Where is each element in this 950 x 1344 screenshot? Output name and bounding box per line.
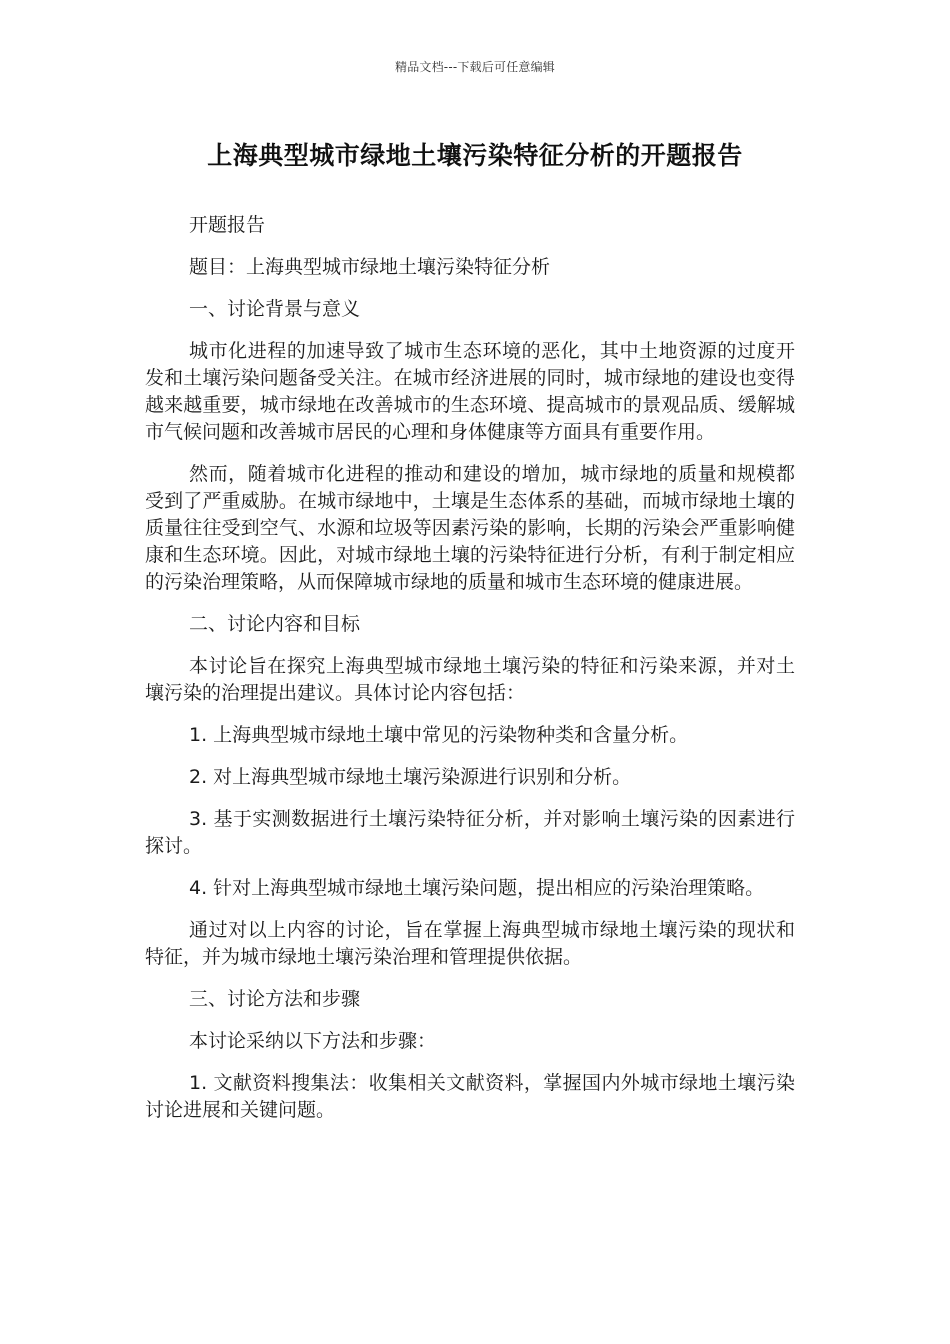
paragraph-methods-intro: 本讨论采纳以下方法和步骤： — [189, 1030, 437, 1052]
paragraph-content-summary: 通过对以上内容的讨论，旨在掌握上海典型城市绿地土壤污染的现状和特征，并为城市绿地土壤污染治理和管理提供依据。 — [145, 919, 795, 968]
paragraph-background-2: 然而，随着城市化进程的推动和建设的增加，城市绿地的质量和规模都受到了严重威胁。在城市绿地中，土壤是生态体系的基础，而城市绿地土壤的质量往往受到空气、水源和垃圾等因素污染的影响，长期的污染会严重影响健康和生态环境。因此，对城市绿地土壤的污染特征进行分析，有利于制定相应的污染治理策略，从而保障城市绿地的质量和城市生态环境的健康进展。 — [145, 463, 795, 593]
header-note: 精品文档---下载后可任意编辑 — [395, 60, 555, 74]
paragraph-topic: 题目：上海典型城市绿地土壤污染特征分析 — [189, 256, 551, 278]
paragraph-background-1: 城市化进程的加速导致了城市生态环境的恶化，其中土地资源的过度开发和土壤污染问题备受关注。在城市经济进展的同时，城市绿地的建设也变得越来越重要，城市绿地在改善城市的生态环境、提高城市的景观品质、缓解城市气候问题和改善城市居民的心理和身体健康等方面具有重要作用。 — [145, 340, 795, 443]
section-heading-methods: 三、讨论方法和步骤 — [189, 988, 361, 1010]
document-body — [145, 212, 795, 1124]
list-item-content-3: 3. 基于实测数据进行土壤污染特征分析，并对影响土壤污染的因素进行探讨。 — [145, 808, 795, 857]
list-item-content-2: 2. 对上海典型城市绿地土壤污染源进行识别和分析。 — [189, 766, 632, 788]
list-item-method-1: 1. 文献资料搜集法：收集相关文献资料，掌握国内外城市绿地土壤污染讨论进展和关键问题。 — [145, 1072, 795, 1121]
paragraph-content-intro: 本讨论旨在探究上海典型城市绿地土壤污染的特征和污染来源，并对土壤污染的治理提出建议。具体讨论内容包括： — [145, 655, 795, 704]
section-heading-content-goals: 二、讨论内容和目标 — [189, 613, 361, 635]
list-item-content-1: 1. 上海典型城市绿地土壤中常见的污染物种类和含量分析。 — [189, 724, 689, 746]
section-heading-background: 一、讨论背景与意义 — [189, 298, 361, 320]
list-item-content-4: 4. 针对上海典型城市绿地土壤污染问题，提出相应的污染治理策略。 — [189, 877, 765, 899]
paragraph-report-label: 开题报告 — [189, 214, 266, 236]
document-title: 上海典型城市绿地土壤污染特征分析的开题报告 — [207, 141, 743, 170]
